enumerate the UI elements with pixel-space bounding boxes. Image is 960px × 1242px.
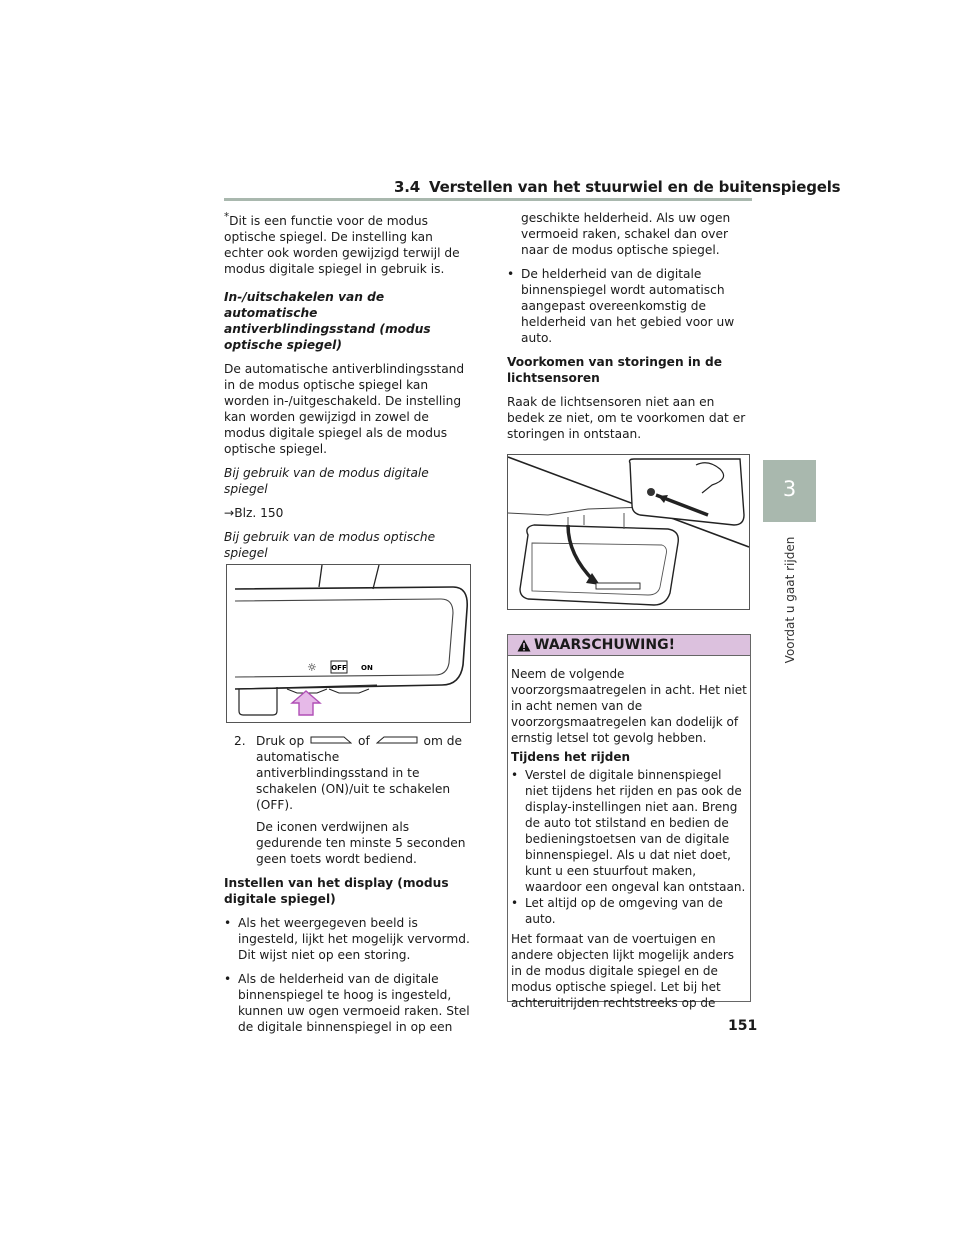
right-button-icon	[376, 735, 418, 745]
sensor-illustration	[508, 455, 749, 609]
header-rule	[224, 198, 752, 201]
heading-antiglare: In-/uitschakelen van de automatische antiverblindingsstand (modus optische spiegel)	[224, 290, 431, 353]
on-icon-label: ON	[361, 664, 373, 672]
bullet-distortion: • Als het weergegeven beeld is ingesteld, lijkt het mogelijk vervormd. Dit wijst niet op een storing.	[224, 916, 470, 962]
warning-bullet-2: • Let altijd op de omgeving van de auto.	[511, 896, 723, 926]
para-antiglare: De automatische antiverblindingsstand in de modus optische spiegel kan worden in-/uitgeschakeld. De instelling kan worden gewijzigd in zowel de modus digitale spiegel als de modus optische spiegel.	[224, 362, 465, 457]
bullet-continued: geschikte helderheid. Als uw ogen vermoeid raken, schakel dan over naar de modus optische spiegel.	[521, 211, 731, 257]
chapter-tab	[763, 460, 816, 522]
warning-header	[508, 635, 750, 656]
page-number: 151	[728, 1018, 758, 1034]
footnote-mark: *	[224, 212, 230, 223]
page-reference-link[interactable]: →Blz. 150	[224, 506, 284, 521]
off-icon-label: OFF	[331, 664, 347, 672]
step-2: 2. Druk op of om de automatische antiverblindingsstand in te schakelen (ON)/uit te schakelen (OFF).	[234, 734, 462, 812]
section-number: 3.4	[394, 178, 420, 196]
footnote: *Dit is een functie voor de modus optische spiegel. De instelling kan echter ook worden gewijzigd terwijl de modus digitale spiegel in gebruik is.	[224, 212, 460, 277]
warning-intro: Neem de volgende voorzorgsmaatregelen in acht. Het niet in acht nemen van de voorzorgsmaatregelen kan dodelijk of ernstig letsel tot gevolg hebben.	[511, 667, 747, 745]
bullet-brightness: • Als de helderheid van de digitale binnenspiegel te hoog is ingesteld, kunnen uw ogen vermoeid raken. Stel de digitale binnenspiegel in op een	[224, 972, 470, 1034]
sun-icon: ☼	[307, 661, 317, 674]
heading-sensors: Voorkomen van storingen in de lichtsensoren	[507, 355, 722, 385]
bullet-auto-brightness: • De helderheid van de digitale binnenspiegel wordt automatisch aangepast overeenkomstig de helderheid van het gebied voor uw auto.	[507, 267, 735, 345]
mirror-illustration	[227, 565, 470, 722]
chapter-number: 3	[782, 477, 797, 501]
left-column-top	[224, 210, 470, 601]
warning-title: WAARSCHUWING!	[534, 637, 675, 653]
chapter-side-label	[763, 522, 816, 677]
warning-subhead: Tijdens het rijden	[511, 750, 631, 764]
sensor-dot	[647, 488, 655, 496]
warning-para: Het formaat van de voertuigen en andere objecten lijkt mogelijk anders in de modus digitale spiegel en de modus optische spiegel. Let bij het achteruitrijden rechtstreeks op de	[511, 932, 735, 1010]
right-column	[507, 210, 751, 450]
step-2-result: De iconen verdwijnen als gedurende ten minste 5 seconden geen toets wordt bediend.	[256, 820, 466, 866]
warning-box	[507, 634, 751, 1010]
section-header	[394, 178, 840, 196]
warning-triangle-icon	[517, 639, 531, 652]
section-title: Verstellen van het stuurwiel en de buitenspiegels	[429, 178, 841, 196]
chapter-label: Voordat u gaat rijden	[782, 536, 797, 663]
left-column-bottom	[224, 733, 470, 1043]
warning-bullet-1: • Verstel de digitale binnenspiegel niet tijdens het rijden en pas ook de display-instellingen niet aan. Breng de auto tot stilstand en bedien de bedieningstoetsen van de digitale binnenspiegel. Als u dat niet doet, kunt u een stuurfout maken, waardoor een ongeval kan ontstaan.	[511, 768, 746, 894]
sub-optical-mode: Bij gebruik van de modus optische spiegel	[224, 530, 436, 561]
light-sensor-figure	[507, 454, 750, 610]
sub-digital-mode: Bij gebruik van de modus digitale spiegel	[224, 466, 429, 497]
mirror-icons-figure	[226, 564, 471, 723]
heading-display: Instellen van het display (modus digitale spiegel)	[224, 876, 449, 906]
warning-body	[508, 656, 750, 1011]
left-button-icon	[310, 735, 352, 745]
para-sensors: Raak de lichtsensoren niet aan en bedek ze niet, om te voorkomen dat er storingen in ontstaan.	[507, 395, 746, 441]
